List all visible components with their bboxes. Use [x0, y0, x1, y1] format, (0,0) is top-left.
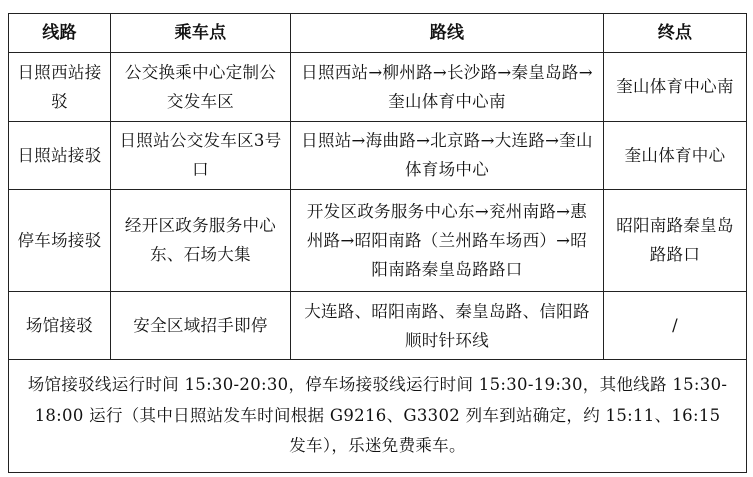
terminal-cell: 昭阳南路秦皇岛路路口 [604, 190, 747, 292]
terminal-cell: 奎山体育中心 [604, 121, 747, 189]
table-row [9, 291, 747, 359]
route-cell: 开发区政务服务中心东→兖州南路→惠州路→昭阳南路（兰州路车场西）→昭阳南路秦皇岛路路口 [291, 190, 604, 292]
boarding-stop-cell: 经开区政务服务中心东、石场大集 [111, 190, 291, 292]
terminal-cell: / [604, 291, 747, 359]
terminal-cell: 奎山体育中心南 [604, 53, 747, 121]
header-terminal: 终点 [604, 14, 747, 53]
table-row [9, 121, 747, 189]
route-cell: 日照站→海曲路→北京路→大连路→奎山体育场中心 [291, 121, 604, 189]
header-stop: 乘车点 [111, 14, 291, 53]
line-name-cell: 日照站接驳 [9, 121, 111, 189]
route-cell: 大连路、昭阳南路、秦皇岛路、信阳路顺时针环线 [291, 291, 604, 359]
table-header-row [9, 14, 747, 53]
boarding-stop-cell: 公交换乘中心定制公交发车区 [111, 53, 291, 121]
line-name-cell: 日照西站接驳 [9, 53, 111, 121]
boarding-stop-cell: 安全区域招手即停 [111, 291, 291, 359]
table-row [9, 53, 747, 121]
table-row [9, 190, 747, 292]
note-row [9, 360, 747, 473]
line-name-cell: 场馆接驳 [9, 291, 111, 359]
shuttle-route-table [8, 13, 747, 473]
line-name-cell: 停车场接驳 [9, 190, 111, 292]
route-cell: 日照西站→柳州路→长沙路→秦皇岛路→奎山体育中心南 [291, 53, 604, 121]
header-route: 路线 [291, 14, 604, 53]
header-line: 线路 [9, 14, 111, 53]
operating-hours-note: 场馆接驳线运行时间 15:30-20:30，停车场接驳线运行时间 15:30-19:30，其他线路 15:30-18:00 运行（其中日照站发车时间根据 G9216、G3302 列车到站确定，约 15:11、16:15 发车），乐迷免费乘车。 [9, 360, 747, 473]
boarding-stop-cell: 日照站公交发车区3号口 [111, 121, 291, 189]
